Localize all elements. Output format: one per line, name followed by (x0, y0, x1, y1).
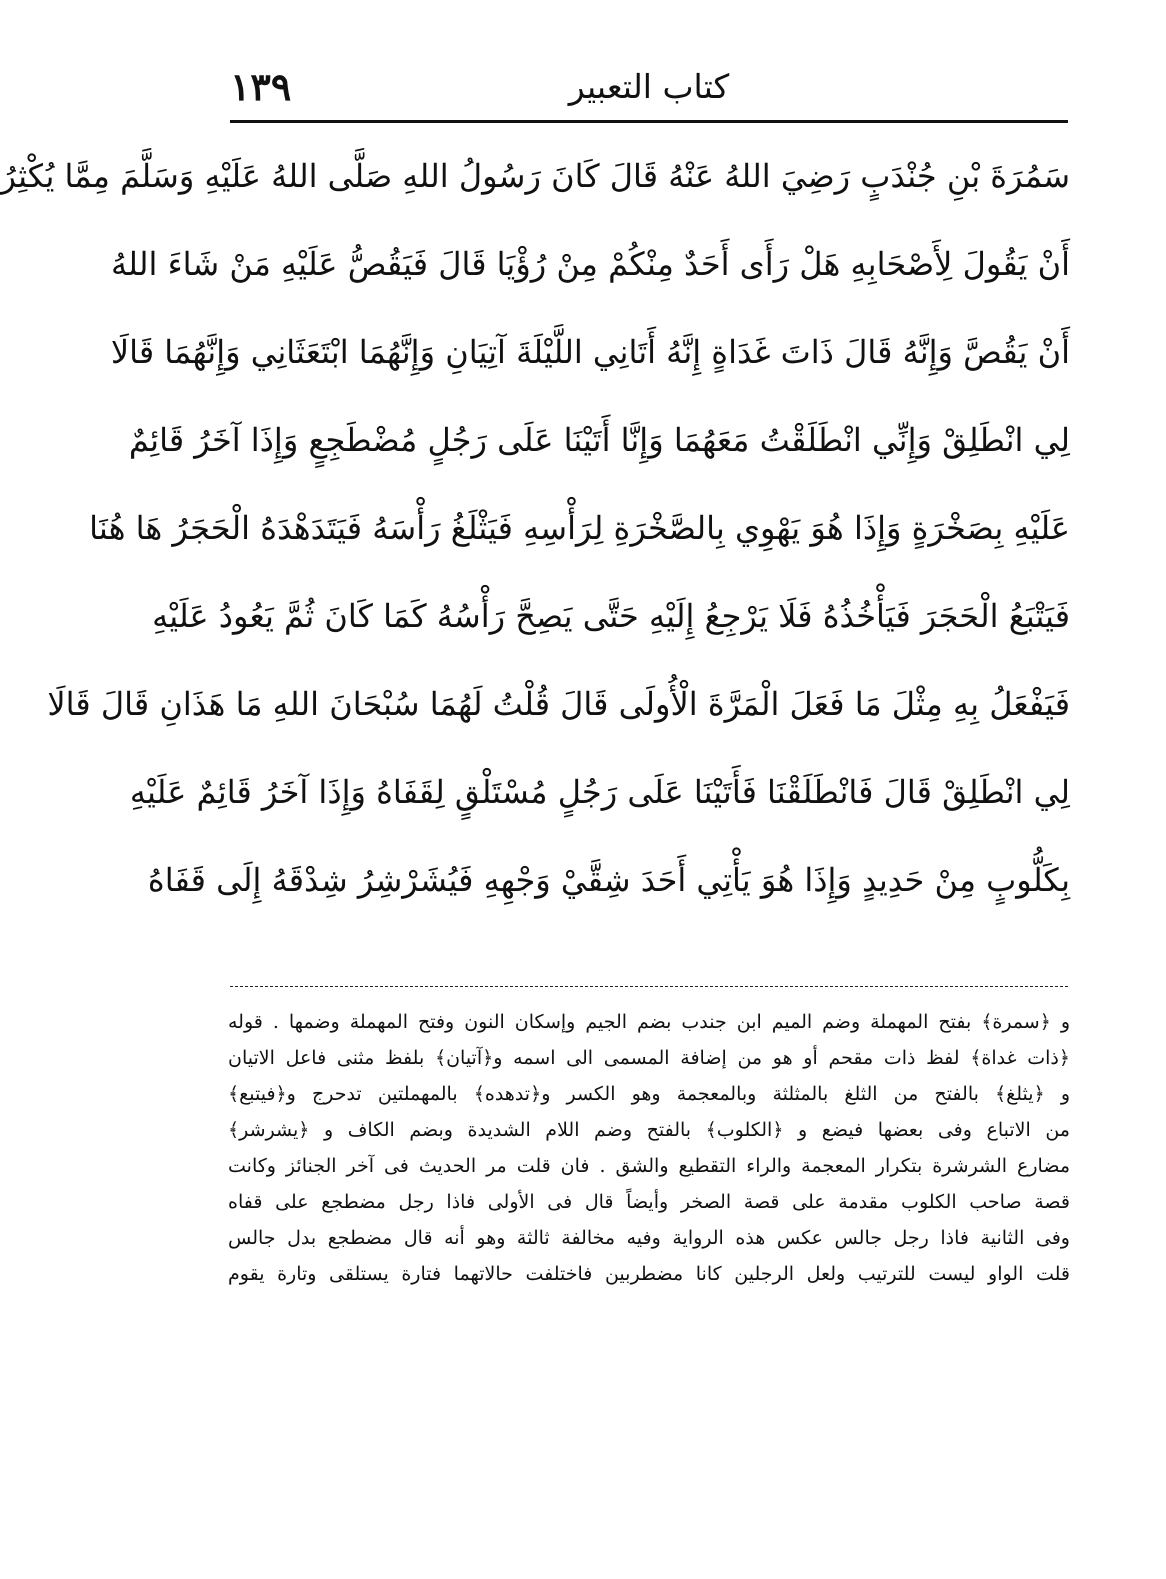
text-line: فَيَتْبَعُ الْحَجَرَ فَيَأْخُذُهُ فَلَا يَرْجِعُ إِلَيْهِ حَتَّى يَصِحَّ رَأْسُهُ كَمَا كَانَ ثُمَّ يَعُودُ عَلَيْهِ (152, 597, 1070, 635)
note-line: من الاتباع وفى بعضها فيضع و ﴿الكلوب﴾ بالفتح وضم اللام الشديدة وبضم الكاف و ﴿يشرشر﴾ (228, 1119, 1070, 1141)
text-line: سَمُرَةَ بْنِ جُنْدَبٍ رَضِيَ اللهُ عَنْهُ قَالَ كَانَ رَسُولُ اللهِ صَلَّى اللهُ عَلَيْهِ وَسَلَّمَ مِمَّا يُكْثِرُ (0, 157, 1070, 195)
note-line: وفى الثانية فاذا رجل جالس عكس هذه الرواية وفيه مخالفة ثالثة وهو أنه قال مضطجع بدل جالس (228, 1227, 1070, 1249)
note-line: و ﴿يثلغ﴾ بالفتح من الثلغ بالمثلثة وبالمعجمة وهو الكسر و﴿تدهده﴾ بالمهملتين تدحرج و﴿فيتبع﴾ (228, 1083, 1070, 1105)
text-line: فَيَفْعَلُ بِهِ مِثْلَ مَا فَعَلَ الْمَرَّةَ الْأُولَى قَالَ قُلْتُ لَهُمَا سُبْحَانَ اللهِ مَا هَذَانِ قَالَ قَالَا (47, 685, 1070, 723)
note-line: مضارع الشرشرة بتكرار المعجمة والراء التقطيع والشق . فان قلت مر الحديث فى آخر الجنائز وكانت (228, 1155, 1070, 1177)
book-title: كتاب التعبير (568, 67, 730, 106)
page-header (230, 62, 1068, 118)
text-line: لِي انْطَلِقْ قَالَ فَانْطَلَقْنَا فَأَتَيْنَا عَلَى رَجُلٍ مُسْتَلْقٍ لِقَفَاهُ وَإِذَا آخَرُ قَائِمٌ عَلَيْهِ (129, 773, 1070, 811)
text-line: أَنْ يَقُولَ لِأَصْحَابِهِ هَلْ رَأَى أَحَدٌ مِنْكُمْ مِنْ رُؤْيَا قَالَ فَيَقُصُّ عَلَيْهِ مَنْ شَاءَ اللهُ (111, 245, 1070, 283)
note-line: و ﴿سمرة﴾ بفتح المهملة وضم الميم ابن جندب بضم الجيم وإسكان النون وفتح المهملة وضمها . قوله (228, 1011, 1070, 1033)
text-line: أَنْ يَقُصَّ وَإِنَّهُ قَالَ ذَاتَ غَدَاةٍ إِنَّهُ أَتَانِي اللَّيْلَةَ آتِيَانِ وَإِنَّهُمَا ابْتَعَثَانِي وَإِنَّهُمَا قَالَا (110, 333, 1070, 371)
page-number: ١٣٩ (230, 64, 292, 109)
commentary-notes (228, 1004, 1070, 1292)
note-line: قلت الواو ليست للترتيب ولعل الرجلين كانا مضطربين فاختلفت حالاتهما فتارة يستلقى وتارة يقوم (228, 1263, 1070, 1285)
text-line: بِكَلُّوبٍ مِنْ حَدِيدٍ وَإِذَا هُوَ يَأْتِي أَحَدَ شِقَّيْ وَجْهِهِ فَيُشَرْشِرُ شِدْقَهُ إِلَى قَفَاهُ (147, 861, 1070, 899)
note-line: قصة صاحب الكلوب مقدمة على قصة الصخر وأيضاً قال فى الأولى فاذا رجل مضطجع على قفاه (228, 1191, 1070, 1213)
hadith-text (0, 132, 1070, 924)
text-line: لِي انْطَلِقْ وَإِنِّي انْطَلَقْتُ مَعَهُمَا وَإِنَّا أَتَيْنَا عَلَى رَجُلٍ مُضْطَجِعٍ وَإِذَا آخَرُ قَائِمٌ (128, 421, 1070, 459)
text-line: عَلَيْهِ بِصَخْرَةٍ وَإِذَا هُوَ يَهْوِي بِالصَّخْرَةِ لِرَأْسِهِ فَيَثْلَغُ رَأْسَهُ فَيَتَدَهْدَهُ الْحَجَرُ هَا هُنَا (89, 509, 1070, 547)
header-rule (230, 120, 1068, 123)
note-line: ﴿ذات غداة﴾ لفظ ذات مقحم أو هو من إضافة المسمى الى اسمه و﴿آتيان﴾ بلفظ مثنى فاعل الاتيان (228, 1047, 1070, 1069)
footnote-rule (230, 986, 1068, 987)
